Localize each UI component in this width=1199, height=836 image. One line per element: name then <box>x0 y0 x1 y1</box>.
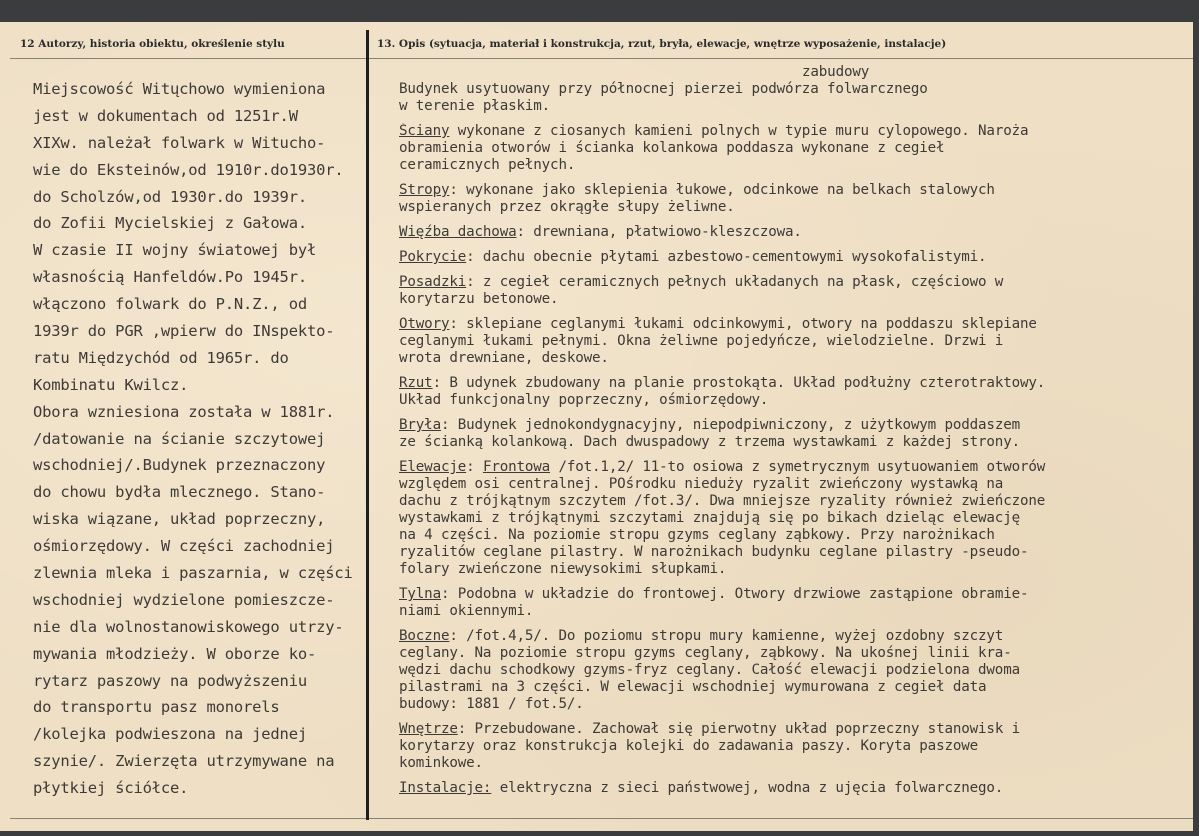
elewacje-line: wystawkami z trójkątnymi szczytami znajdują się po bikach dzieląc elewację <box>399 510 1020 526</box>
footer-rule <box>10 818 1193 819</box>
history-line: wie do Eksteinów,od 1910r.do1930r. <box>33 160 344 179</box>
elewacje-line: na 4 części. Na poziomie stropu gzyms ceglany ząbkowy. Przy narożnikach <box>399 527 995 543</box>
elewacje-line: Elewacje: Frontowa /fot.1,2/ 11-to osiowa z symetrycznym usytuowaniem otworów <box>399 459 1046 475</box>
otwory-line: ceglanymi łukami pełnymi. Okna żeliwne pojedyńcze, wielodzielne. Drzwi i <box>399 333 1004 349</box>
history-line: do transportu pasz monorels <box>33 698 280 717</box>
wnetrze-line: kominkowe. <box>399 755 483 771</box>
history-line: /datowanie na ścianie szczytowej <box>33 429 326 448</box>
intro-line: w terenie płaskim. <box>399 98 551 114</box>
otwory-line: Otwory: sklepiane ceglanymi łukami odcinkowymi, otwory na poddaszu sklepiane <box>399 316 1037 332</box>
history-line: Miejscowość Witųchowo wymieniona <box>33 80 326 98</box>
sciany-line: ceramicznych pełnych. <box>399 157 576 173</box>
bryla-line: Bryła: Budynek jednokondygnacyjny, niepodpiwniczony, z użytkowym poddaszem <box>399 417 1020 433</box>
history-line: wiska wiązane, układ poprzeczny, <box>33 510 326 529</box>
posadzki-line: Posadzki: z cegieł ceramicznych pełnych układanych na płask, częściowo w <box>399 274 1004 290</box>
rzut-line: Rzut: B udynek zbudowany na planie prostokąta. Układ podłużny czterotraktowy. <box>399 375 1046 391</box>
wnetrze-line: korytarzy oraz konstrukcja kolejki do zadawania paszy. Koryta paszowe <box>399 738 979 754</box>
boczne-line: Boczne: /fot.4,5/. Do poziomu stropu mury kamienne, wyżej ozdobny szczyt <box>399 628 1004 644</box>
elewacje-line: względem osi centralnej. POśrodku nieduży ryzalit zwieńczony wystawką na <box>399 476 1004 492</box>
header-rule <box>10 58 1193 59</box>
history-line: płytkiej ściółce. <box>33 779 189 798</box>
stropy-label: Stropy <box>399 182 450 198</box>
history-line: ratu Międzychód od 1965r. do <box>33 348 289 367</box>
history-line: mywania młodzieży. W oborze ko- <box>33 644 317 663</box>
insert-zabudowy: zabudowy <box>802 64 870 80</box>
instalacje-label: Instalacje: <box>399 780 492 796</box>
history-line: włączono folwark do P.N.Z., od <box>33 295 307 314</box>
bryla-label: Bryła <box>399 417 441 433</box>
history-line: Kombinatu Kwilcz. <box>33 375 189 394</box>
boczne-line: pilastrami na 3 części. W elewacji wschodniej wymurowana z cegieł data <box>399 679 987 695</box>
wiezba-label: Więźba dachowa <box>399 224 517 240</box>
history-line: 1939r do PGR ,wpierw do INspekto- <box>33 322 335 341</box>
history-line: W czasie II wojny światowej był <box>33 241 317 260</box>
pokrycie-label: Pokrycie <box>399 249 467 265</box>
boczne-label: Boczne <box>399 628 450 644</box>
history-line: wschodniej/.Budynek przeznaczony <box>33 456 326 475</box>
history-line: rytarz paszowy na podwyższeniu <box>33 671 307 690</box>
history-line: ośmiorzędowy. W części zachodniej <box>33 537 335 556</box>
posadzki-label: Posadzki <box>399 274 467 290</box>
sciany-line: obramienia otworów i ścianka kolankowa poddasza wykonane z cegieł <box>399 140 945 156</box>
intro-line: Budynek usytuowany przy północnej pierzei podwórza folwarcznego <box>399 81 928 97</box>
tylna-line: Tylna: Podobna w układzie do frontowej. Otwory drzwiowe zastąpione obramie- <box>399 586 1029 602</box>
sciany-label: Ściany <box>399 123 450 139</box>
frontowa-label: Frontowa <box>482 459 551 475</box>
tylna-label: Tylna <box>399 586 441 602</box>
boczne-line: budowy: 1881 / fot.5/. <box>399 696 584 712</box>
history-line: wschodniej wydzielone pomieszcze- <box>33 590 335 609</box>
otwory-line: wrota drewniane, deskowe. <box>399 350 609 366</box>
rzut-line: Układ funkcjonalny poprzeczny, ośmiorzędowy. <box>399 392 769 408</box>
section-13-heading: 13. Opis (sytuacja, materiał i konstrukcja, rzut, bryła, elewacje, wnętrze wyposażenie, instalacje) <box>377 38 947 50</box>
instalacje-line: Instalacje: elektryczna z sieci państwowej, wodna z ujęcia folwarcznego. <box>399 780 1004 796</box>
history-line: do chowu bydła mlecznego. Stano- <box>33 483 326 502</box>
bryla-line: ze ścianką kolankową. Dach dwuspadowy z trzema wystawkami z każdej strony. <box>399 434 1020 450</box>
history-line: zlewnia mleka i paszarnia, w części <box>33 564 353 583</box>
description-column <box>399 64 1191 797</box>
elewacje-line: dachu z trójkątnym szczytem /fot.3/. Dwa mniejsze ryzality również zwieńczone <box>399 493 1046 509</box>
wnetrze-line: Wnętrze: Przebudowane. Zachował się pierwotny układ poprzeczny stanowisk i <box>399 721 1020 737</box>
scan-border-top <box>0 0 1199 22</box>
sciany-line: Ściany wykonane z ciosanych kamieni polnych w typie muru cylopowego. Naroża <box>399 123 1029 139</box>
boczne-line: ceglany. Na poziomie stropu gzyms ceglany, ząbkowy. Na ukośnej linii kra- <box>399 645 1012 661</box>
elewacje-line: ryzalitów ceglane pilastry. W narożnikach budynku ceglane pilastry -pseudo- <box>399 544 1029 560</box>
scan-border-bottom <box>0 831 1199 836</box>
history-column <box>33 76 368 802</box>
pokrycie-line: Pokrycie: dachu obecnie płytami azbestowo-cementowymi wysokofalistymi. <box>399 249 987 265</box>
history-line: jest w dokumentach od 1251r.W <box>33 106 298 125</box>
posadzki-line: korytarzu betonowe. <box>399 291 559 307</box>
tylna-line: niami okiennymi. <box>399 603 534 619</box>
stropy-line: Stropy: wykonane jako sklepienia łukowe, odcinkowe na belkach stalowych <box>399 182 995 198</box>
history-line: do Zofii Mycielskiej z Gałowa. <box>33 214 307 233</box>
otwory-label: Otwory <box>399 316 450 332</box>
boczne-line: wędzi dachu schodkowy gzyms-fryz ceglany. Całość elewacji podzielona dwoma <box>399 662 1020 678</box>
history-line: szynie/. Zwierzęta utrzymywane na <box>33 752 335 771</box>
history-line: Obora wzniesiona została w 1881r. <box>33 402 335 421</box>
wnetrze-label: Wnętrze <box>399 721 458 737</box>
wiezba-line: Więźba dachowa: drewniana, płatwiowo-kleszczowa. <box>399 224 802 240</box>
history-line: do Scholzów,od 1930r.do 1939r. <box>33 187 307 206</box>
history-line: nie dla wolnostanowiskowego utrzy- <box>33 617 344 636</box>
rzut-label: Rzut <box>399 375 433 391</box>
history-line: /kolejka podwieszona na jednej <box>33 725 307 744</box>
history-line: własnością Hanfeldów.Po 1945r. <box>33 268 307 287</box>
elewacje-line: folary zwieńczone niewysokimi słupkami. <box>399 561 727 577</box>
stropy-line: wspieranych przez okrągłe słupy żeliwne. <box>399 199 735 215</box>
section-12-heading: 12 Autorzy, historia obiektu, określenie stylu <box>20 38 285 50</box>
elewacje-label: Elewacje <box>399 459 467 475</box>
scan-border-right <box>1193 0 1199 836</box>
history-line: XIXw. należał folwark w Witucho- <box>33 133 326 152</box>
